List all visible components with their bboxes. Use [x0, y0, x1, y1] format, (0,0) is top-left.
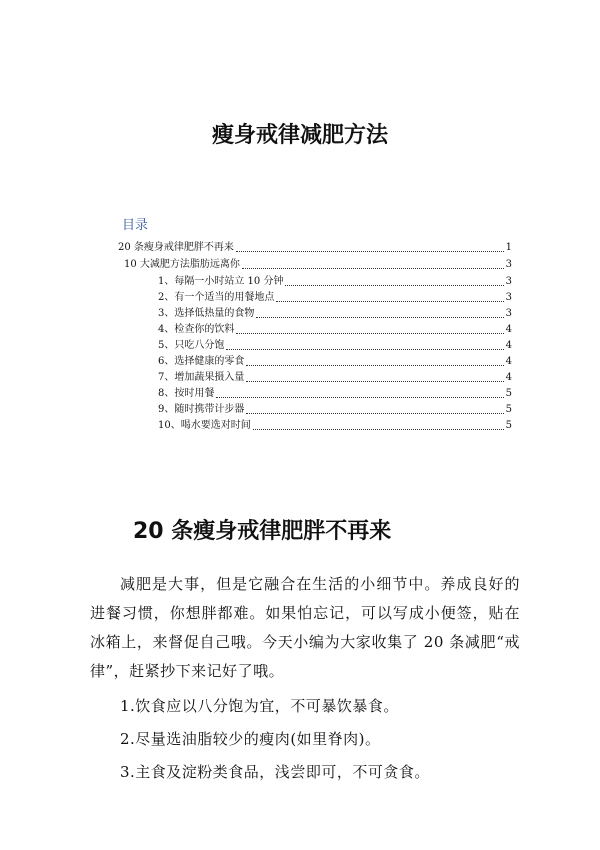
toc-entry-text: 9、随时携带计步器 [158, 404, 245, 415]
toc-leader-dots [256, 309, 503, 318]
intro-paragraph: 减肥是大事，但是它融合在生活的小细节中。养成良好的进餐习惯，你想胖都难。如果怕忘记，可以写成小便签，贴在冰箱上，来督促自己哦。今天小编为大家收集了 20 条减肥“戒律”，赶紧抄下来记好了哦。 [90, 575, 520, 680]
list-item: 3.主食及淀粉类食品，浅尝即可，不可贪食。 [120, 763, 430, 781]
toc-entry[interactable] [158, 320, 512, 336]
toc-entry-page: 4 [505, 356, 512, 367]
toc-entry-text: 5、只吃八分饱 [158, 340, 225, 351]
toc-entry-page: 3 [505, 308, 512, 319]
toc-entry-page: 3 [505, 259, 512, 270]
toc-entry[interactable] [158, 352, 512, 368]
toc-entry-page: 4 [505, 340, 512, 351]
toc-entry-page: 1 [505, 242, 512, 253]
toc-leader-dots [216, 389, 503, 398]
toc-entry-page: 3 [505, 292, 512, 303]
section-heading: 20 条瘦身戒律肥胖不再来 [133, 519, 392, 544]
toc-entry[interactable] [158, 368, 512, 384]
toc-leader-dots [226, 341, 503, 350]
toc-entry-text: 10 大减肥方法脂肪远离你 [124, 259, 240, 270]
toc-entry-page: 4 [505, 372, 512, 383]
toc-entry-text: 2、有一个适当的用餐地点 [158, 292, 275, 303]
list-item: 1.饮食应以八分饱为宜，不可暴饮暴食。 [120, 697, 399, 715]
toc-entry-text: 8、按时用餐 [158, 388, 215, 399]
toc-entry-page: 4 [505, 324, 512, 335]
toc-entry[interactable] [158, 304, 512, 320]
toc-heading: 目录 [122, 218, 149, 233]
toc-leader-dots [236, 325, 503, 334]
toc-entry[interactable] [158, 400, 512, 416]
toc-entry-text: 6、选择健康的零食 [158, 356, 245, 367]
toc-entry-page: 5 [505, 404, 512, 415]
toc-entry[interactable] [158, 288, 512, 304]
toc-entry[interactable] [158, 272, 512, 288]
toc-entry[interactable] [158, 384, 512, 400]
toc-entry-text: 4、检查你的饮料 [158, 324, 235, 335]
toc-entry-page: 5 [505, 388, 512, 399]
toc-leader-dots [276, 293, 503, 302]
toc-leader-dots [246, 357, 503, 366]
toc-entry-page: 5 [505, 420, 512, 431]
toc-entry[interactable] [158, 416, 512, 432]
document-title: 瘦身戒律减肥方法 [211, 123, 388, 148]
toc-leader-dots [246, 373, 503, 382]
list-item: 2.尽量选油脂较少的瘦肉(如里脊肉)。 [120, 730, 381, 748]
toc-leader-dots [246, 405, 503, 414]
toc-leader-dots [242, 260, 504, 269]
toc-entry-text: 3、选择低热量的食物 [158, 308, 255, 319]
toc-entry-page: 3 [505, 276, 512, 287]
toc-leader-dots [236, 243, 504, 252]
toc-entry[interactable] [124, 255, 512, 271]
toc-entry-text: 10、喝水要选对时间 [158, 420, 251, 431]
toc-entry-text: 7、增加蔬果摄入量 [158, 372, 245, 383]
toc-entry[interactable] [158, 336, 512, 352]
toc-entry-text: 20 条瘦身戒律肥胖不再来 [118, 242, 234, 253]
toc-entry[interactable] [118, 238, 512, 254]
toc-entry-text: 1、每隔一小时站立 10 分钟 [158, 276, 284, 287]
toc-leader-dots [253, 421, 504, 430]
toc-leader-dots [285, 277, 503, 286]
